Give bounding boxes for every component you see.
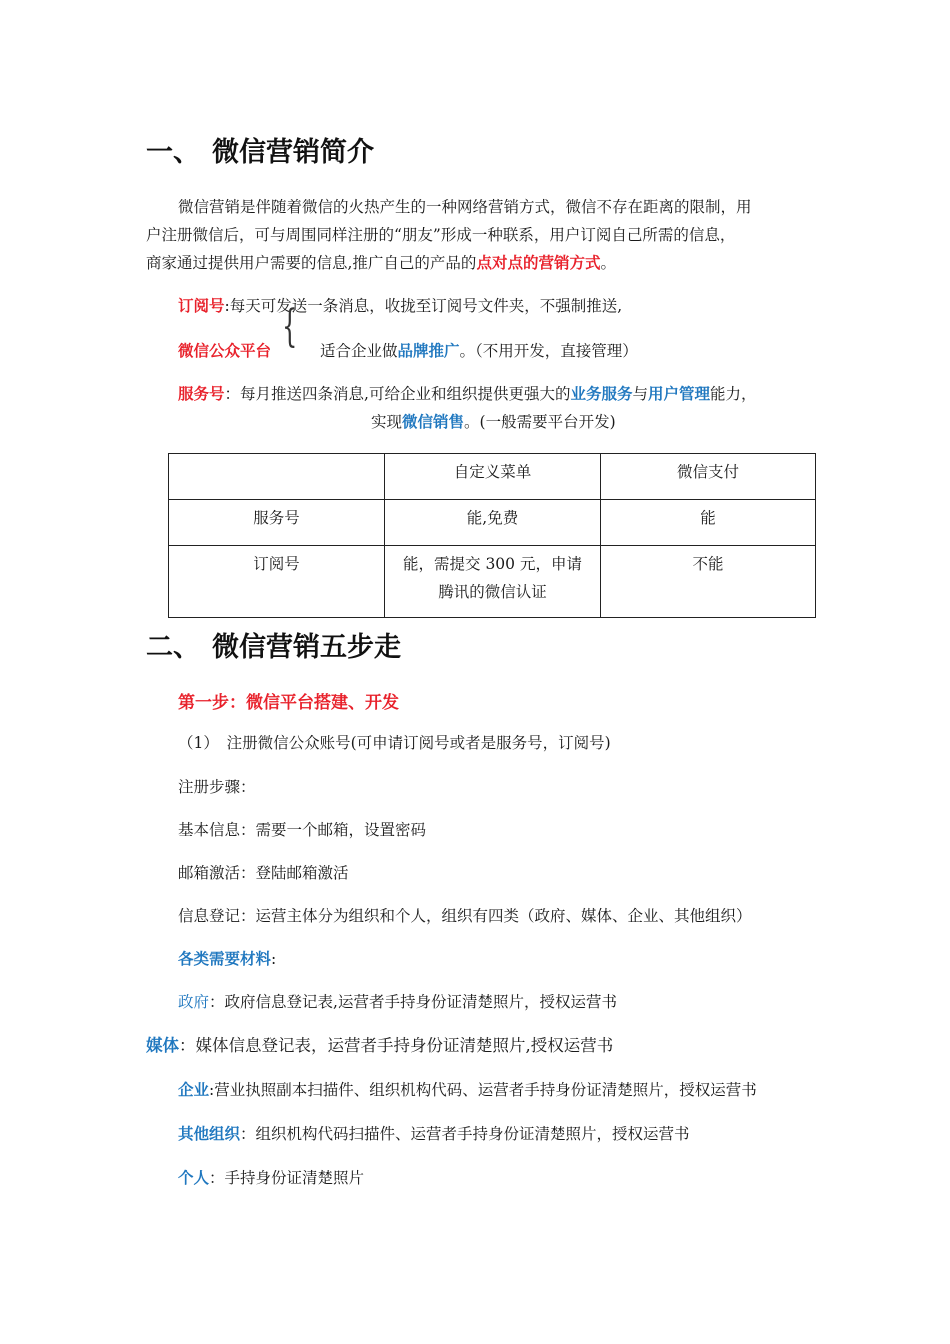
table-header-cell: 自定义菜单	[385, 454, 601, 500]
table-row	[169, 546, 816, 618]
service-highlight-2: 用户管理	[647, 385, 710, 403]
gov-text: ：政府信息登记表,运营者手持身份证清楚照片，授权运营书	[209, 993, 617, 1011]
service-line-2	[371, 408, 616, 436]
other-org-line	[178, 1120, 690, 1148]
personal-line	[178, 1164, 364, 1192]
service-text-mid: 与	[632, 385, 648, 403]
table-row	[169, 500, 816, 546]
personal-label: 个人	[178, 1169, 210, 1187]
subscription-line	[178, 292, 622, 320]
section-1-heading	[146, 130, 374, 169]
materials-colon: :	[271, 950, 277, 968]
table-cell: 不能	[601, 546, 816, 618]
subscription-text: :每天可发送一条消息，收拢至订阅号文件夹，不强制推送,	[224, 297, 623, 315]
section-2-title: 微信营销五步走	[212, 632, 401, 663]
intro-line-3-suffix: 。	[600, 254, 616, 272]
enterprise-line	[178, 1076, 757, 1104]
service-highlight-1: 业务服务	[570, 385, 633, 403]
media-label: 媒体	[146, 1036, 179, 1055]
platform-label: 微信公众平台	[178, 342, 272, 360]
table-cell: 能	[601, 500, 816, 546]
comparison-table	[168, 453, 816, 618]
platform-text-line	[320, 337, 638, 365]
platform-text-prefix: 适合企业做	[320, 342, 398, 360]
gov-line	[178, 988, 617, 1016]
service-text-prefix: ：每月推送四条消息,可给企业和组织提供更强大的	[224, 385, 571, 403]
table-header-cell	[169, 454, 385, 500]
table-cell-multiline	[385, 546, 601, 618]
section-2-number: 二、	[146, 632, 200, 663]
intro-line-3	[146, 249, 616, 277]
reg-steps-label: 注册步骤：	[178, 778, 256, 796]
media-line	[146, 1032, 613, 1060]
basic-info-line: 基本信息：需要一个邮箱，设置密码	[178, 821, 427, 839]
intro-line-3-prefix: 商家通过提供用户需要的信息,推广自己的产品的	[146, 254, 477, 272]
table-cell-line-2: 腾讯的微信认证	[438, 583, 547, 601]
item-1: （1） 注册微信公众账号(可申请订阅号或者是服务号，订阅号)	[178, 734, 611, 752]
personal-text: ：手持身份证清楚照片	[209, 1169, 365, 1187]
table-header-row	[169, 454, 816, 500]
materials-line	[178, 945, 276, 973]
service-line	[178, 380, 757, 408]
section-1-title: 微信营销简介	[212, 137, 374, 168]
table-cell-line-1: 能，需提交 300 元，申请	[403, 555, 582, 573]
table-header-cell: 微信支付	[601, 454, 816, 500]
table-cell: 能,免费	[385, 500, 601, 546]
service-line2-prefix: 实现	[371, 413, 403, 431]
section-1-number: 一、	[146, 137, 200, 168]
section-2-heading	[146, 625, 401, 664]
other-org-text: ：组织机构代码扫描件、运营者手持身份证清楚照片，授权运营书	[240, 1125, 690, 1143]
intro-highlight: 点对点的营销方式	[476, 254, 601, 272]
platform-highlight: 品牌推广	[397, 342, 460, 360]
service-line2-highlight: 微信销售	[402, 413, 465, 431]
media-text: ：媒体信息登记表，运营者手持身份证清楚照片,授权运营书	[179, 1036, 614, 1055]
other-org-label: 其他组织	[178, 1125, 241, 1143]
intro-line-2: 户注册微信后，可与周围同样注册的“朋友”形成一种联系，用户订阅自己所需的信息，	[146, 226, 736, 244]
materials-label: 各类需要材料	[178, 950, 272, 968]
service-line2-suffix: 。(一般需要平台开发)	[464, 413, 616, 431]
table-cell: 订阅号	[169, 546, 385, 618]
step-1-heading: 第一步：微信平台搭建、开发	[178, 693, 399, 713]
intro-line-1: 微信营销是伴随着微信的火热产生的一种网络营销方式，微信不存在距离的限制，用	[178, 198, 752, 216]
enterprise-text: :营业执照副本扫描件、组织机构代码、运营者手持身份证清楚照片，授权运营书	[209, 1081, 757, 1099]
enterprise-label: 企业	[178, 1081, 210, 1099]
brace-icon: {	[282, 301, 298, 352]
subscription-label: 订阅号	[178, 297, 225, 315]
info-register-line: 信息登记：运营主体分为组织和个人，组织有四类（政府、媒体、企业、其他组织）	[178, 907, 752, 925]
email-activate-line: 邮箱激活：登陆邮箱激活	[178, 864, 349, 882]
gov-label: 政府	[178, 993, 210, 1011]
table-cell: 服务号	[169, 500, 385, 546]
platform-label-line	[178, 337, 271, 365]
platform-text-suffix: 。（不用开发，直接管理）	[459, 342, 638, 360]
service-label: 服务号	[178, 385, 225, 403]
service-text-suffix: 能力，	[710, 385, 757, 403]
